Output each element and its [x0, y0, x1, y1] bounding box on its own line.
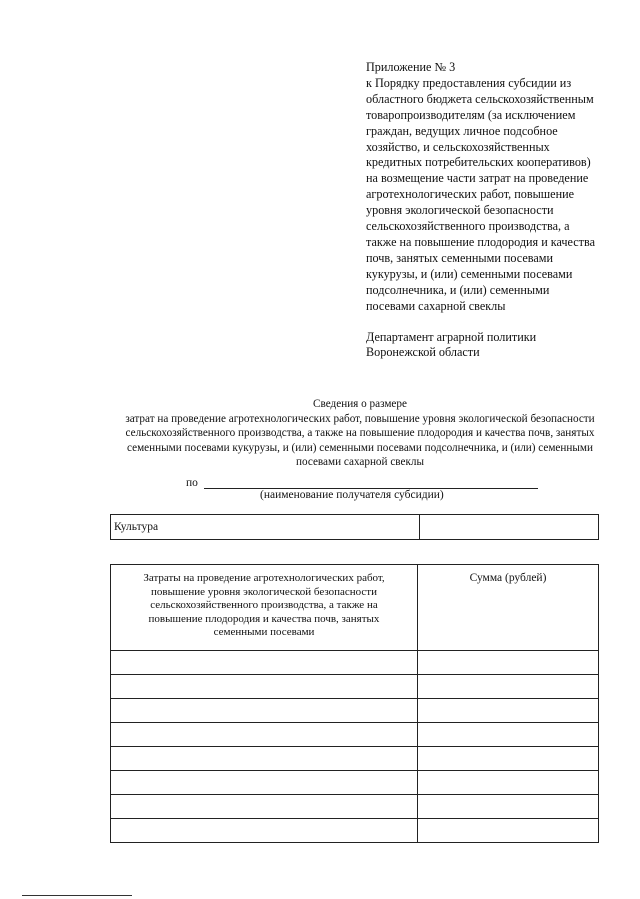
recipient-row — [186, 477, 546, 489]
crop-table — [110, 514, 599, 540]
sum-cell[interactable] — [418, 723, 599, 747]
sum-header-cell: Сумма (рублей) — [418, 565, 599, 651]
table-row — [111, 819, 599, 843]
appendix-line: посевами сахарной свеклы — [366, 298, 506, 313]
title-line: затрат на проведение агротехнологических работ, повышение уровня экологической безопасности — [125, 412, 595, 425]
recipient-caption: (наименование получателя субсидии) — [260, 489, 444, 501]
table-header-row — [111, 565, 599, 651]
table-row — [111, 771, 599, 795]
footer-divider — [22, 895, 132, 896]
appendix-line: подсолнечника, и (или) семенными — [366, 282, 550, 297]
title-line: семенными посевами кукурузы, и (или) семенными посевами подсолнечника, и (или) семенными — [127, 441, 593, 454]
appendix-line: кредитных потребительских кооперативов) — [366, 155, 591, 170]
cost-cell[interactable] — [111, 771, 418, 795]
table-row — [111, 651, 599, 675]
title-line: посевами сахарной свеклы — [295, 456, 424, 469]
cost-cell[interactable] — [111, 651, 418, 675]
table-row — [111, 795, 599, 819]
appendix-line: агротехнологических работ, повышение — [366, 187, 575, 202]
document-title — [100, 397, 620, 470]
table-row — [111, 723, 599, 747]
appendix-line: товаропроизводителям (за исключением — [366, 107, 576, 122]
sum-cell[interactable] — [418, 675, 599, 699]
appendix-line: почв, занятых семенными посевами — [366, 250, 554, 265]
sum-cell[interactable] — [418, 747, 599, 771]
department-line: Воронежской области — [366, 345, 480, 360]
table-row — [111, 747, 599, 771]
cost-cell[interactable] — [111, 675, 418, 699]
department-line: Департамент аграрной политики — [366, 329, 537, 344]
department-block — [366, 330, 616, 362]
crop-value-cell[interactable] — [420, 515, 599, 540]
appendix-line: кукурузы, и (или) семенными посевами — [366, 266, 573, 281]
appendix-line: на возмещение части затрат на проведение — [366, 171, 589, 186]
sum-cell[interactable] — [418, 651, 599, 675]
appendix-line: к Порядку предоставления субсидии из — [366, 75, 572, 90]
cost-cell[interactable] — [111, 795, 418, 819]
appendix-line: Приложение № 3 — [366, 60, 456, 74]
appendix-header — [366, 60, 616, 361]
cost-cell[interactable] — [111, 699, 418, 723]
appendix-line: областного бюджета сельскохозяйственным — [366, 91, 594, 106]
appendix-line: уровня экологической безопасности — [366, 203, 554, 218]
table-row — [111, 675, 599, 699]
cost-table — [110, 564, 599, 843]
title-line: сельскохозяйственного производства, а также на повышение плодородия и качества почв, занятых — [125, 427, 595, 440]
crop-label-cell: Культура — [111, 515, 420, 540]
sum-cell[interactable] — [418, 771, 599, 795]
recipient-prefix: по — [186, 477, 198, 489]
cost-cell[interactable] — [111, 819, 418, 843]
costs-header-cell: Затраты на проведение агротехнологических работ, повышение уровня экологической безопасности сельскохозяйственного производства, а также на повышение плодородия и качества почв, занятых семенными посевами — [111, 565, 418, 651]
sum-cell[interactable] — [418, 795, 599, 819]
table-row — [111, 699, 599, 723]
title-line: Сведения о размере — [313, 398, 407, 410]
appendix-line: сельскохозяйственного производства, а — [366, 219, 570, 234]
appendix-line: граждан, ведущих личное подсобное — [366, 123, 558, 138]
cost-cell[interactable] — [111, 747, 418, 771]
appendix-line: хозяйство, и сельскохозяйственных — [366, 139, 550, 154]
cost-cell[interactable] — [111, 723, 418, 747]
sum-cell[interactable] — [418, 699, 599, 723]
sum-cell[interactable] — [418, 819, 599, 843]
appendix-line: также на повышение плодородия и качества — [366, 234, 596, 249]
table-row — [111, 515, 599, 540]
